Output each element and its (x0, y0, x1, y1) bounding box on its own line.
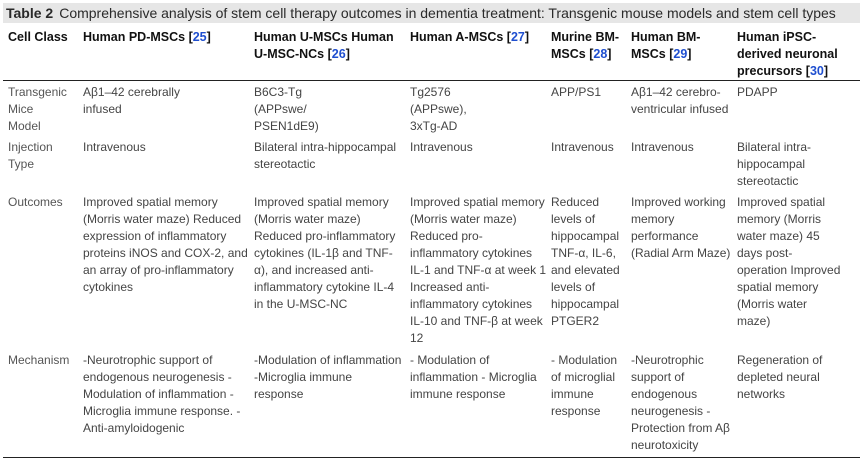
cell-mechanism-u-mscs: -Modulation of inflammation -Microglia immune response (254, 353, 402, 401)
header-murine-bm-mscs: Murine BM-MSCs [28] (551, 30, 620, 61)
cell-mechanism-pd-mscs: -Neurotrophic support of endogenous neurogenesis -Modulation of inflammation - Microglia immune response. - Anti-amyloidogenic (83, 353, 241, 435)
cell-mechanism-a-mscs: - Modulation of inflammation - Microglia immune response (410, 353, 537, 401)
table-caption-label: Table 2 (6, 5, 54, 21)
cell-model-murine-bm-mscs: APP/PS1 (551, 85, 602, 99)
cell-injection-pd-mscs: Intravenous (83, 140, 146, 154)
header-murine-bm-mscs-ref[interactable]: 28 (593, 47, 608, 61)
cell-outcomes-u-mscs: Improved spatial memory (Morris water maze) Reduced pro-inflammatory cytokines (IL-1β and TNF-α), and increased anti-inflammatory cytokine IL-4 in the U-MSC-NC (254, 195, 396, 311)
table-caption-text: Comprehensive analysis of stem cell therapy outcomes in dementia treatment: Transgenic mouse models and stem cell types (59, 5, 836, 21)
cell-outcomes-ipsc: Improved spatial memory (Morris water maze) 45 days post-operation Improved spatial memory (Morris water maze) (737, 195, 841, 328)
header-a-mscs-ref[interactable]: 27 (510, 30, 525, 44)
bottom-rule (3, 457, 860, 458)
row-label-outcomes: Outcomes (8, 195, 63, 209)
cell-model-pd-mscs: Aβ1–42 cerebrally infused (83, 85, 180, 116)
header-a-mscs: Human A-MSCs [27] (410, 30, 530, 44)
cell-injection-a-mscs: Intravenous (410, 140, 473, 154)
header-human-bm-mscs-ref[interactable]: 29 (673, 47, 688, 61)
cell-outcomes-a-mscs: Improved spatial memory (Morris water maze) Reduced pro-inflammatory cytokines IL-1 and TNF-α at week 1 Increased anti-inflammatory cytokines IL-10 and TNF-β at week 12 (410, 195, 547, 345)
header-ipsc-precursors-ref[interactable]: 30 (809, 64, 824, 78)
row-label-transgenic-model: Transgenic Mice Model (8, 85, 67, 133)
cell-outcomes-human-bm-mscs: Improved working memory performance (Radial Arm Maze) (631, 195, 731, 260)
cell-injection-ipsc: Bilateral intra-hippocampal stereotactic (737, 140, 812, 188)
row-label-mechanism: Mechanism (8, 353, 70, 367)
header-u-mscs: Human U-MSCs Human U-MSC-NCs [26] (254, 30, 394, 61)
cell-outcomes-murine-bm-mscs: Reduced levels of hippocampal TNF-α, IL-6, and elevated levels of hippocampal PTGER2 (551, 195, 620, 328)
cell-mechanism-murine-bm-mscs: - Modulation of microglial immune response (551, 353, 618, 418)
header-cell-class: Cell Class (8, 30, 68, 44)
header-rule (3, 80, 860, 81)
row-label-injection-type: Injection Type (8, 140, 53, 171)
cell-model-ipsc: PDAPP (737, 85, 778, 99)
cell-model-human-bm-mscs: Aβ1–42 cerebro-ventricular infused (631, 85, 729, 116)
table-caption (6, 3, 836, 23)
cell-model-a-mscs: Tg2576 (APPswe), 3xTg-AD (410, 85, 467, 133)
header-human-bm-mscs: Human BM-MSCs [29] (631, 30, 701, 61)
cell-injection-u-mscs: Bilateral intra-hippocampal stereotactic (254, 140, 397, 171)
cell-model-u-mscs: B6C3-Tg (APPswe/ PSEN1dE9) (254, 85, 319, 133)
cell-mechanism-ipsc: Regeneration of depleted neural networks (737, 353, 823, 401)
cell-mechanism-human-bm-mscs: -Neurotrophic support of endogenous neurogenesis - Protection from Aβ neurotoxicity (631, 353, 730, 452)
cell-outcomes-pd-mscs: Improved spatial memory (Morris water maze) Reduced expression of inflammatory proteins iNOS and COX-2, and an array of pro-inflammatory cytokines (83, 195, 248, 294)
header-u-mscs-ref[interactable]: 26 (331, 47, 346, 61)
header-pd-mscs: Human PD-MSCs [25] (83, 30, 211, 44)
cell-injection-murine-bm-mscs: Intravenous (551, 140, 614, 154)
cell-injection-human-bm-mscs: Intravenous (631, 140, 694, 154)
header-ipsc-precursors: Human iPSC-derived neuronal precursors [30] (737, 30, 838, 78)
header-pd-mscs-ref[interactable]: 25 (192, 30, 207, 44)
